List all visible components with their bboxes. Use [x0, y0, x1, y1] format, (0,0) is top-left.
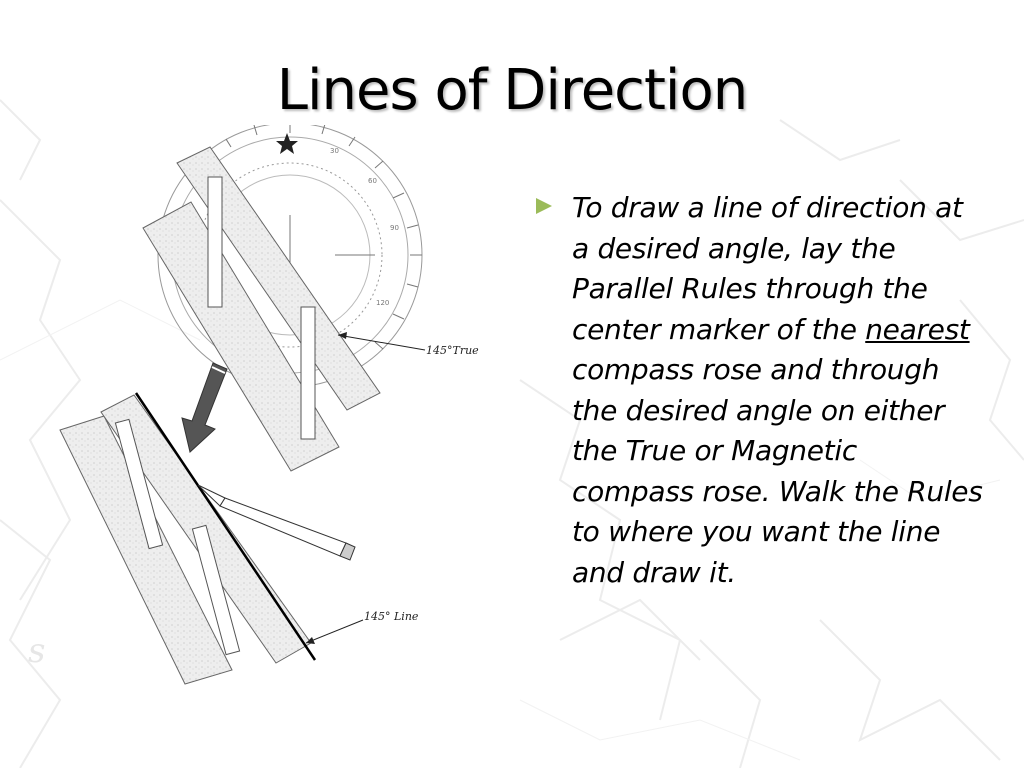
bullet-text-part1: To draw a line of direction at a desired angle, lay the Parallel Rules through the center marker of the: [572, 191, 963, 346]
north-star-icon: [276, 133, 298, 154]
triangle-bullet-icon: [536, 198, 552, 214]
parallel-rules-illustration: [50, 125, 520, 695]
bullet-text-part2: compass rose and through the desired angle on either the True or Magnetic compass rose. Walk the Rules to where you want the line and draw it.: [572, 353, 983, 589]
down-arrow-icon: [182, 363, 227, 452]
label-145-line: 145° Line: [364, 610, 419, 623]
label-145-true: 145°True: [426, 344, 479, 357]
bullet-text-underlined: nearest: [865, 312, 970, 346]
svg-text:s: s: [28, 631, 46, 671]
svg-text:60: 60: [368, 177, 377, 185]
svg-text:30: 30: [330, 147, 339, 155]
slide-title: Lines of Direction: [276, 58, 748, 123]
parallel-rules-icon: [143, 147, 380, 471]
svg-text:90: 90: [390, 224, 399, 232]
bullet-text: [572, 188, 986, 593]
svg-text:120: 120: [376, 299, 390, 307]
bullet-item: [536, 188, 986, 593]
